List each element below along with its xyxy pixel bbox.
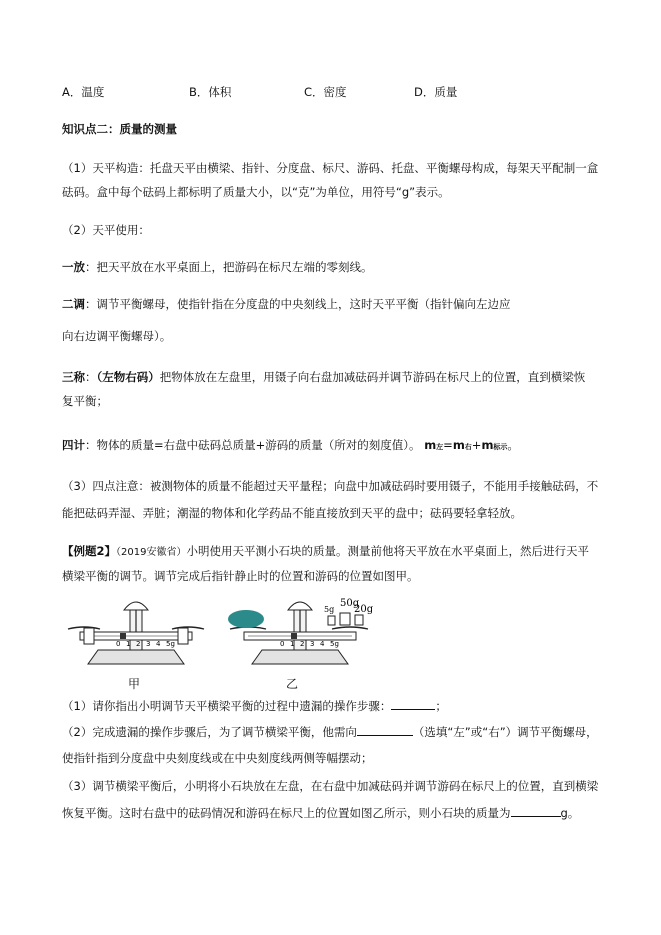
answer-blank-1[interactable] [391,697,435,710]
balance-diagram [60,592,380,672]
step-adjust-cont: 向右边调平衡螺母）。 [62,329,172,343]
step-adjust-label: 二调 [62,297,85,311]
caption-right: 乙 [286,677,299,691]
paragraph-usage: （2）天平使用： [62,223,150,237]
formula-eq: = [443,438,453,452]
step-weigh [62,369,585,385]
balance-left-base [88,650,184,664]
balance-left-ticks [116,640,175,648]
scale-tick-label: 0 [280,640,285,648]
answer-blank-2[interactable] [357,723,413,736]
answer-blank-3[interactable] [511,804,561,817]
caption-left: 甲 [128,677,141,691]
step-calc-text: ：物体的质量=右盘中砝码总质量+游码的质量（所对的刻度值）。 [85,438,421,452]
scale-tick-label: 4 [320,640,325,648]
example-line2: 横梁平衡的调节。调节完成后指针静止时的位置和游码的位置如图甲。 [62,569,419,583]
question-3-text: 恢复平衡。这时右盘中的砝码情况和游码在标尺上的位置如图乙所示，则小石块的质量为 [62,806,511,820]
step-adjust [62,296,511,312]
formula-m3: m [481,438,494,452]
scale-tick-label: 1 [290,640,295,648]
balance-right-base [252,650,348,664]
step-weigh-text: 把物体放在左盘里，用镊子向右盘加减砝码并调节游码在标尺上的位置，直到横梁恢 [159,370,586,384]
scale-tick-label: 5g [166,640,175,648]
weight-5g-label: 5g [324,605,335,614]
scale-tick-label: 0 [116,640,121,648]
balance-right-ticks [280,640,339,648]
paragraph-notes-line1: （3）四点注意：被测物体的质量不能超过天平量程；向盘中加减砝码时要用镊子，不能用手接触砝码，不 [62,479,599,493]
step-weigh-cont: 复平衡； [62,394,108,408]
question-2-text-a: （2）完成遗漏的操作步骤后，为了调节横梁平衡，他需向 [62,725,357,739]
step-place-label: 一放 [62,260,85,274]
step-calc-label: 四计 [62,438,85,452]
balance-right-pan-right [332,627,368,629]
question-3-line2 [62,804,579,821]
step-weigh-label: 三称 [62,370,85,384]
scale-tick-label: 5g [330,640,339,648]
question-1-text: （1）请你指出小明调节天平横梁平衡的过程中遗漏的操作步骤： [62,699,392,713]
option-d: D．质量 [414,85,458,99]
balance-left-nut-left [84,628,94,644]
balance-figures [60,592,380,676]
balance-right [228,598,374,664]
formula-left: 左 [436,443,444,451]
step-weigh-colon: ： [85,370,97,384]
step-adjust-text: ：调节平衡螺母，使指针指在分度盘的中央刻线上，这时天平平衡（指针偏向左边应 [85,297,511,311]
scale-tick-label: 1 [126,640,131,648]
formula-end: 。 [507,438,519,452]
step-weigh-bold: （左物右码） [96,370,160,384]
weight-20g [355,615,363,625]
weight-20g-label: 20g [354,604,374,615]
question-1 [62,697,447,714]
question-1-end: ； [435,699,447,713]
question-2 [62,723,598,740]
balance-right-dial [288,602,312,610]
balance-left-nut-right [178,628,188,644]
scale-tick-label: 2 [300,640,305,648]
scale-tick-label: 4 [156,640,161,648]
formula-plus: + [471,438,482,452]
scale-tick-label: 3 [146,640,151,648]
step-place-text: ：把天平放在水平桌面上，把游码在标尺左端的零刻线。 [85,260,373,274]
question-2-line2: 使指针指到分度盘中央刻度线或在中央刻度线两侧等幅摆动； [62,751,373,765]
option-a: A．温度 [62,85,105,99]
question-2-text-b: （选填“左”或“右”）调节平衡螺母， [412,725,598,739]
formula-m2: m [452,438,465,452]
balance-left-dial [124,602,148,610]
weight-5g [328,616,335,625]
question-3-line1: （3）调节横梁平衡后，小明将小石块放在左盘，在右盘中加减砝码并调节游码在标尺上的位置，直到横梁 [62,779,599,793]
example-source: （2019安徽省） [116,547,187,558]
option-c: C．密度 [304,85,347,99]
step-calc [62,437,519,455]
formula-right: 右 [464,443,472,451]
scale-tick-label: 2 [136,640,141,648]
formula-show: 标示 [493,443,508,451]
section-heading: 知识点二：质量的测量 [62,122,177,136]
weight-50g [340,613,350,625]
paragraph-structure-line2: 砝码。盒中每个砝码上都标明了质量大小，以“克”为单位，用符号“g”表示。 [62,185,450,199]
question-3-unit: g。 [560,806,580,820]
balance-right-rider [291,633,297,639]
example-line1 [62,543,589,561]
option-b: B．体积 [189,85,232,99]
weight-50g-label: 50g [340,598,360,609]
formula [424,438,519,452]
scale-tick-label: 3 [310,640,315,648]
balance-left-rider [120,633,126,639]
paragraph-structure-line1: （1）天平构造：托盘天平由横梁、指针、分度盘、标尺、游码、托盘、平衡螺母构成，每架天平配制一盒 [62,161,599,175]
balance-left [68,602,204,664]
stone [228,610,264,628]
paragraph-notes-line2: 能把砝码弄湿、弄脏；潮湿的物体和化学药品不能直接放到天平的盘中；砝码要轻拿轻放。 [62,506,522,520]
step-place [62,259,373,275]
example-label: 【例题2】 [62,544,117,558]
example-text1: 小明使用天平测小石块的质量。测量前他将天平放在水平桌面上，然后进行天平 [186,544,589,558]
formula-m1: m [424,438,437,452]
